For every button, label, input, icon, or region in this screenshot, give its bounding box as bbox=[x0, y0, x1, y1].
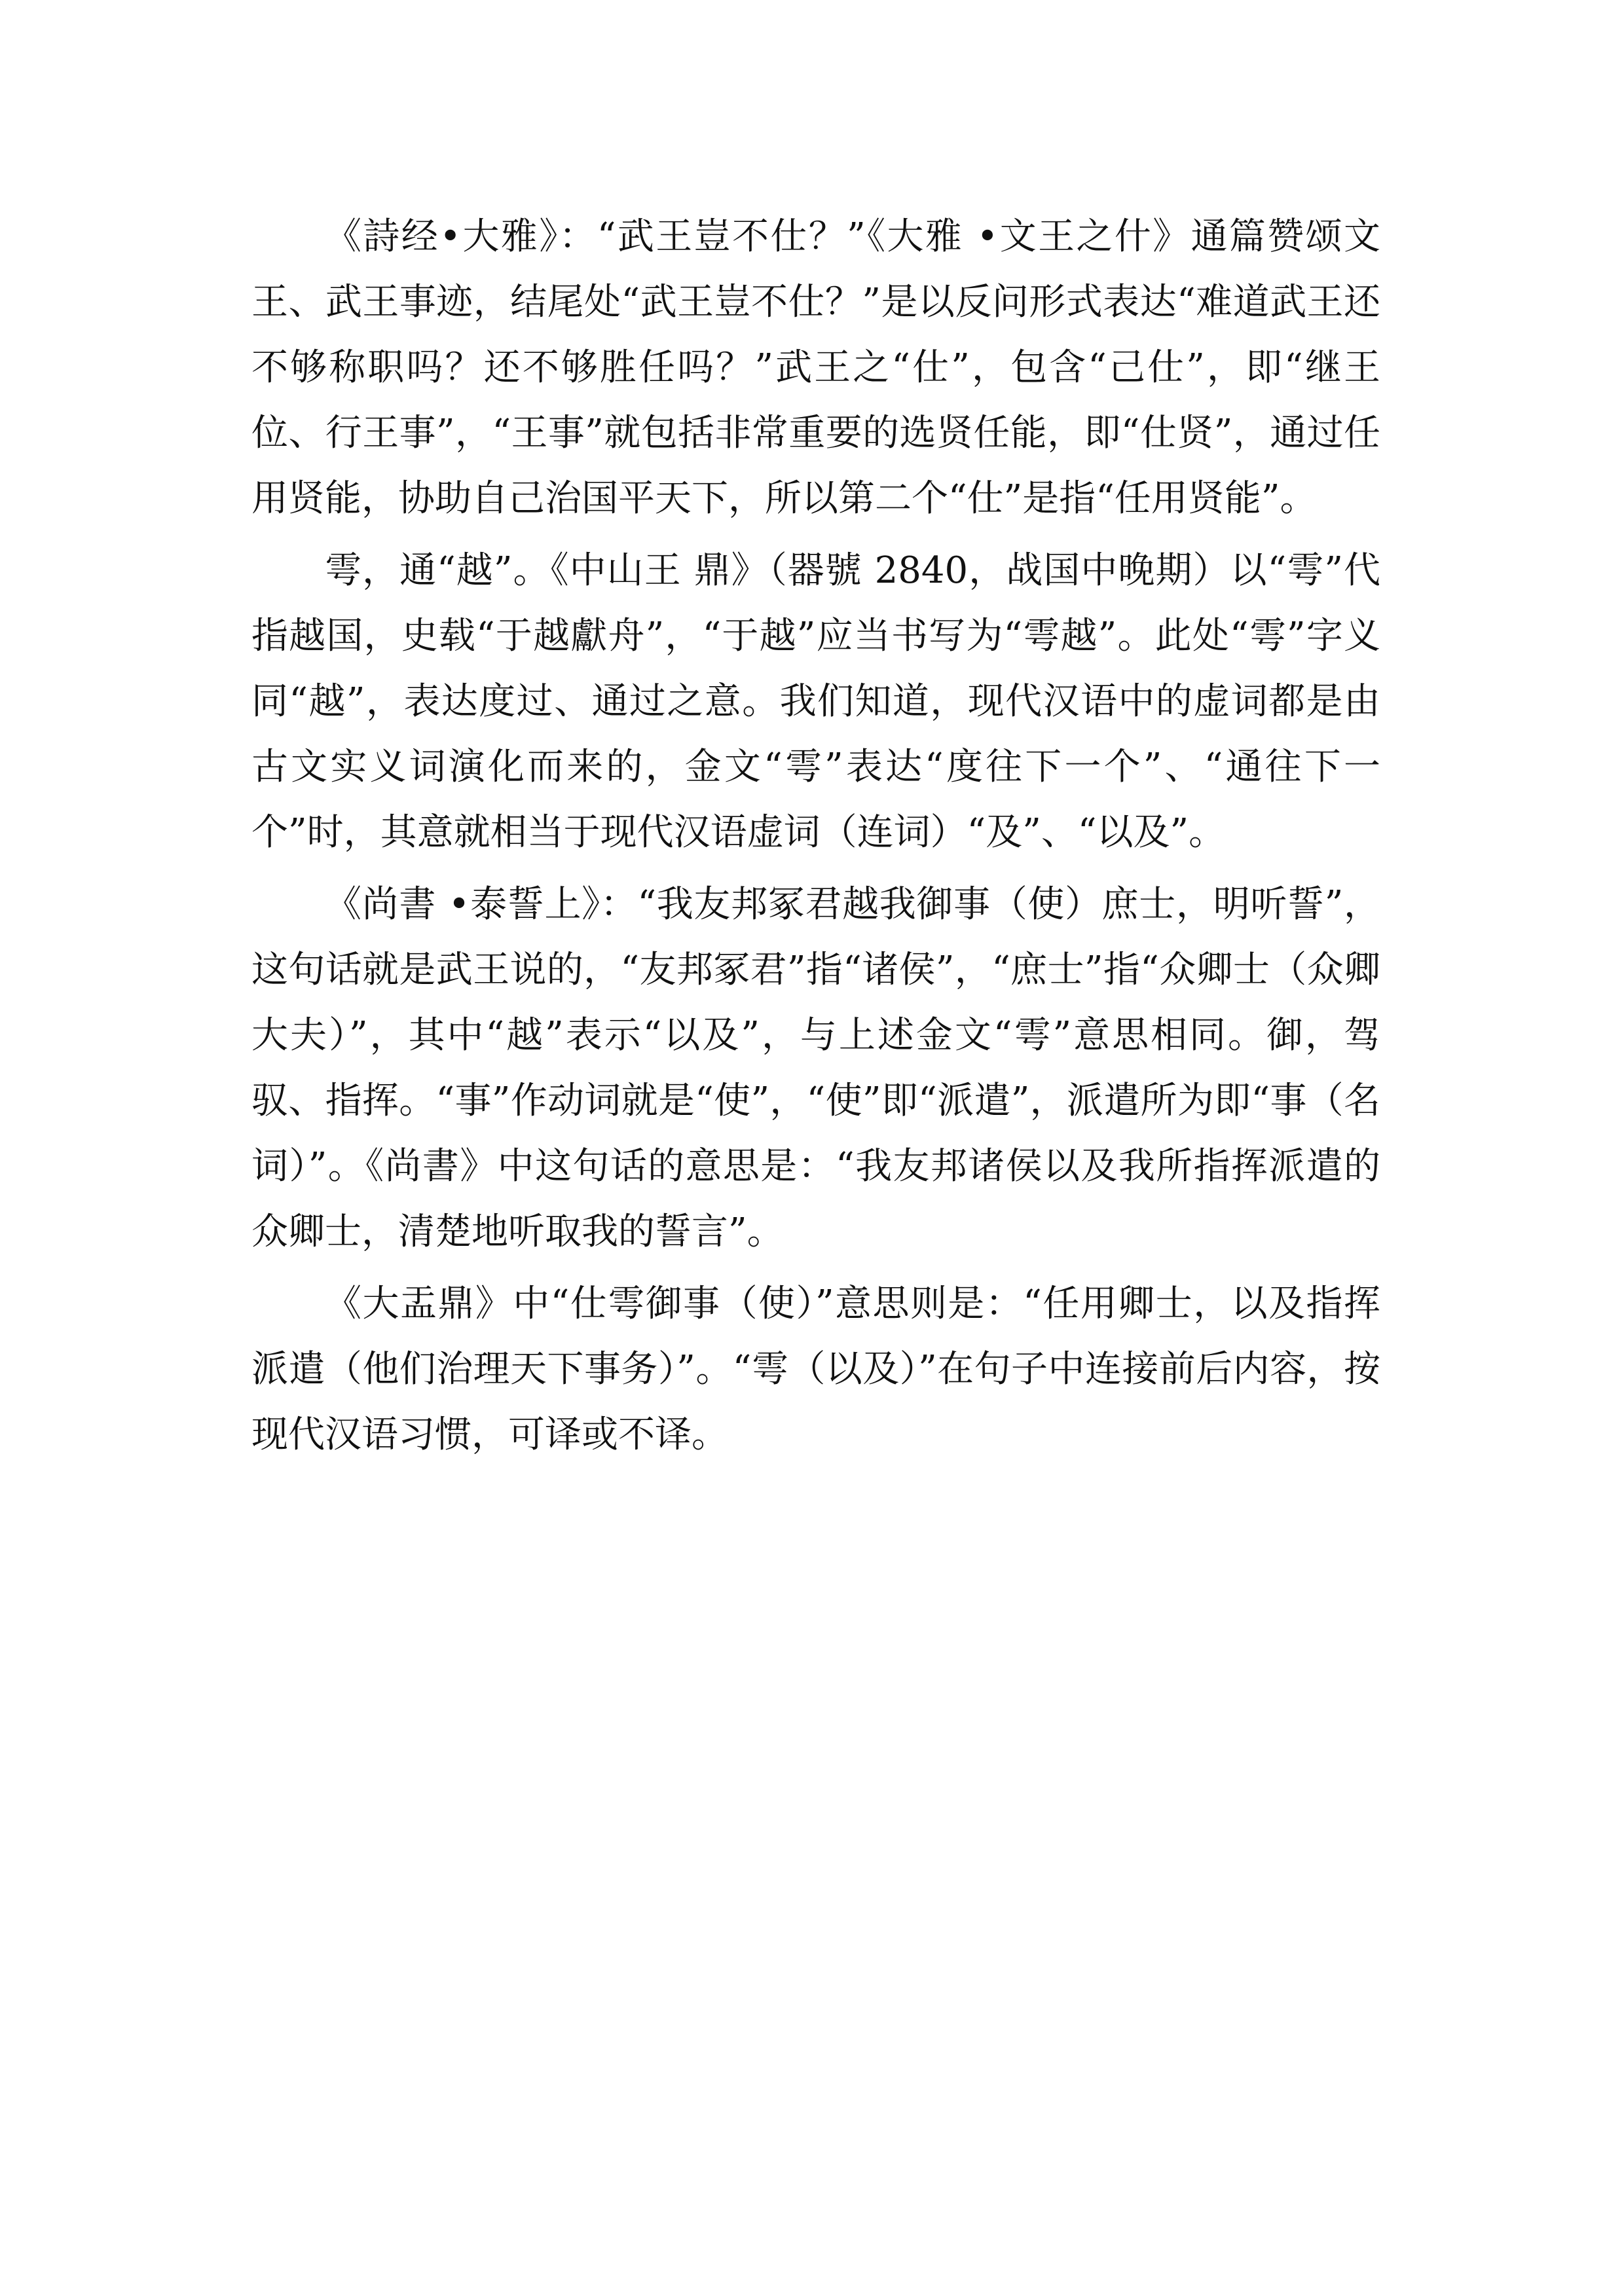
paragraph-2: 雩，通“越”。《中山王 鼎》（器號 2840，战国中晚期）以“雩”代指越国，史载“于越獻舟”，“于越”应当书写为“雩越”。此处“雩”字义同“越”，表达度过、通过之意。我们知道，现代汉语中的虚词都是由古文实义词演化而来的，金文“雩”表达“度往下一个”、“通往下一个”时，其意就相当于现代汉语虚词（连词）“及”、“以及”。 bbox=[251, 549, 1381, 854]
paragraph-1: 《詩经•大雅》：“武王豈不仕？”《大雅 •文王之什》通篇赞颂文王、武王事迹，结尾处“武王豈不仕？”是以反问形式表达“难道武王还不够称职吗？还不够胜任吗？”武王之“仕”，包含“己仕”，即“继王位、行王事”，“王事”就包括非常重要的选贤任能，即“仕贤”，通过任用贤能，协助自己治国平天下，所以第二个“仕”是指“任用贤能”。 bbox=[251, 215, 1380, 520]
paragraph-4: 《大盂鼎》中“仕雩御事（使）”意思则是：“任用卿士，以及指挥派遣（他们治理天下事务）”。“雩（以及）”在句子中连接前后内容，按现代汉语习惯，可译或不译。 bbox=[251, 1283, 1380, 1456]
body-text bbox=[251, 204, 1380, 1474]
paragraph-3: 《尚書 •泰誓上》：“我友邦冢君越我御事（使）庶士，明听誓”，这句话就是武王说的，“友邦冢君”指“诸侯”，“庶士”指“众卿士（众卿大夫）”，其中“越”表示“以及”，与上述金文“雩”意思相同。御，驾驭、指挥。“事”作动词就是“使”，“使”即“派遣”，派遣所为即“事（名词）”。《尚書》中这句话的意思是：“我友邦诸侯以及我所指挥派遣的众卿士，清楚地听取我的誓言”。 bbox=[251, 883, 1380, 1253]
